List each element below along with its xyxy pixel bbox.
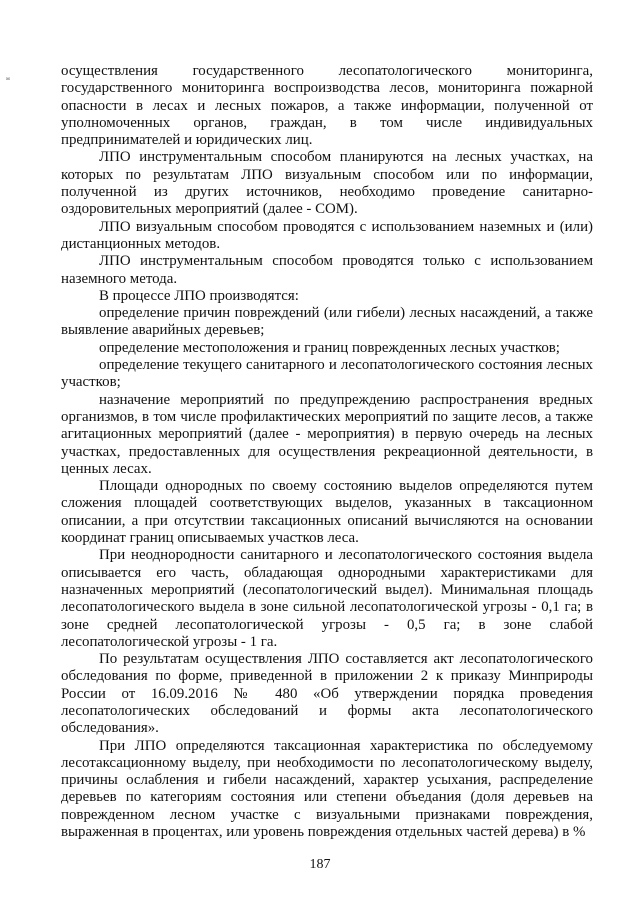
document-body: [61, 63, 593, 841]
page-number: 187: [309, 857, 331, 872]
paragraph-13: При ЛПО определяются таксационная характеристика по обследуемому лесотаксационному выделу, при необходимости по лесопатологическому выделу, причины ослабления и гибели насаждений, характер усыхания, распределение деревьев по категориям состояния или степени объедания (доля деревьев на поврежденном лесном участке с визуальными признаками повреждения, выраженная в процентах, или уровень повреждения отдельных частей дерева) в %: [61, 737, 593, 841]
paragraph-1: осуществления государственного лесопатологического мониторинга, государственного мониторинга воспроизводства лесов, мониторинга пожарной опасности в лесах и лесных пожаров, а также информации, полученной от уполномоченных органов, граждан, в том числе индивидуальных предпринимателей и юридических лиц.: [61, 63, 593, 149]
paragraph-3: ЛПО визуальным способом проводятся с использованием наземных и (или) дистанционных методов.: [61, 218, 593, 252]
paragraph-4: ЛПО инструментальным способом проводятся только с использованием наземного метода.: [61, 253, 593, 287]
paragraph-12: По результатам осуществления ЛПО составляется акт лесопатологического обследования по форме, приведенной в приложении 2 к приказу Минприроды России от 16.09.2016 № 480 «Об утверждении порядка проведения лесопатологических обследований и формы акта лесопатологического обследования».: [61, 651, 593, 737]
paragraph-5: В процессе ЛПО производятся:: [99, 287, 299, 304]
paragraph-6: определение причин повреждений (или гибели) лесных насаждений, а также выявление аварийных деревьев;: [61, 305, 593, 339]
paragraph-7: определение местоположения и границ поврежденных лесных участков;: [99, 339, 560, 356]
paragraph-8: определение текущего санитарного и лесопатологического состояния лесных участков;: [61, 357, 593, 391]
margin-mark: м: [6, 76, 10, 82]
paragraph-11: При неоднородности санитарного и лесопатологического состояния выдела описывается его часть, обладающая однородными характеристиками для назначенных мероприятий (лесопатологический выдел). Минимальная площадь лесопатологического выдела в зоне сильной лесопатологической угрозы - 0,1 га; в зоне средней лесопатологической угрозы - 0,5 га; в зоне слабой лесопатологической угрозы - 1 га.: [61, 547, 593, 650]
paragraph-2: ЛПО инструментальным способом планируются на лесных участках, на которых по результатам ЛПО визуальным способом или по информации, полученной из других источников, необходимо проведение санитарно-оздоровительных мероприятий (далее - СОМ).: [61, 149, 593, 218]
paragraph-10: Площади однородных по своему состоянию выделов определяются путем сложения площадей соответствующих выделов, указанных в таксационном описании, а при отсутствии таксационных описаний вычисляются на основании координат границ описываемых участков леса.: [61, 478, 593, 547]
paragraph-9: назначение мероприятий по предупреждению распространения вредных организмов, в том числе профилактических мероприятий по защите лесов, а также агитационных мероприятий (далее - мероприятия) в первую очередь на лесных участках, предоставленных для осуществления рекреационной деятельности, в ценных лесах.: [61, 391, 593, 477]
